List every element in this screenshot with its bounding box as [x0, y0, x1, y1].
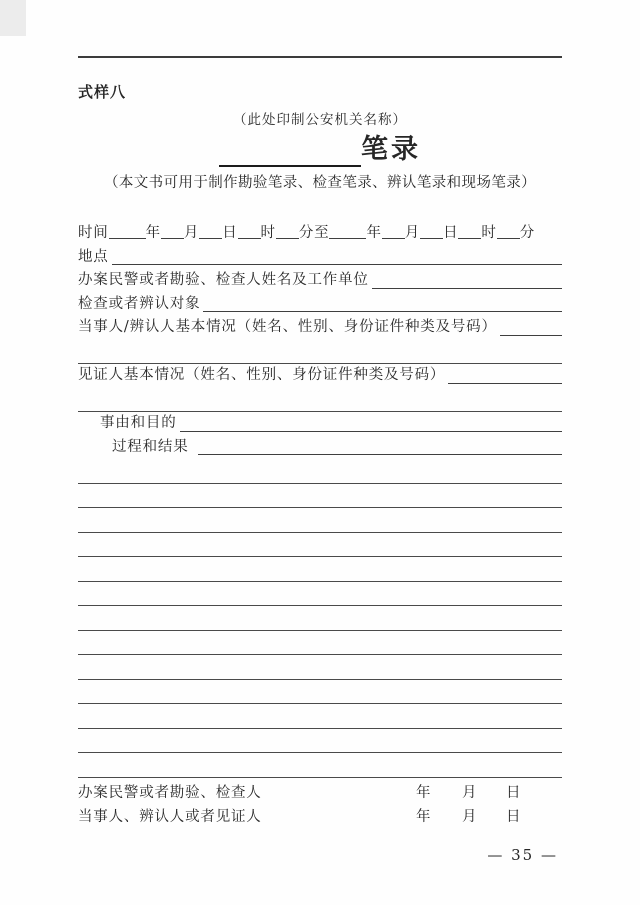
ruled-line — [78, 655, 562, 680]
reason-label: 事由和目的 — [100, 415, 177, 431]
party-signature-label: 当事人、辨认人或者见证人 — [78, 809, 262, 825]
party-blank-line — [500, 335, 562, 336]
signature-row-officer — [78, 781, 562, 806]
ruled-line — [78, 704, 562, 729]
time-end-minute-blank — [497, 226, 520, 239]
unit-day: 日 — [443, 225, 459, 241]
witness-label: 见证人基本情况（姓名、性别、身份证件种类及号码） — [78, 367, 446, 383]
form-code: 式样八 — [78, 83, 127, 101]
time-start-hour-blank — [238, 226, 261, 239]
object-blank-line — [203, 311, 562, 312]
reason-field-row — [78, 412, 562, 436]
ruled-line — [78, 753, 562, 778]
process-blank-line — [198, 454, 563, 455]
unit-minute: 分 — [298, 225, 315, 241]
org-name-placeholder: （此处印制公安机关名称） — [233, 112, 407, 128]
signature-block — [78, 781, 562, 830]
date-unit-year: 年 — [416, 784, 432, 801]
party-field-row — [78, 316, 562, 340]
time-end-year-blank — [329, 226, 366, 239]
document-title: 笔录 — [361, 134, 421, 165]
object-field-row — [78, 293, 562, 317]
time-end-hour-blank — [458, 226, 481, 239]
officer-signature-label: 办案民警或者勘验、检查人 — [78, 784, 262, 801]
time-start-year-blank — [109, 226, 146, 239]
location-label: 地点 — [78, 248, 109, 265]
ruled-line — [78, 484, 562, 509]
ruled-line — [78, 631, 562, 656]
title-row — [78, 132, 562, 168]
time-label: 时间 — [78, 225, 109, 241]
unit-hour: 时 — [481, 225, 497, 241]
ruled-line — [78, 533, 562, 558]
unit-month: 月 — [183, 225, 200, 241]
page-number: — 35 — — [487, 845, 558, 864]
witness-continuation-line — [78, 388, 562, 413]
ruled-line — [78, 459, 562, 484]
date-unit-day: 日 — [506, 784, 522, 801]
officer-label: 办案民警或者勘验、检查人姓名及工作单位 — [78, 272, 369, 288]
date-unit-year: 年 — [416, 809, 432, 825]
unit-day: 日 — [222, 225, 238, 241]
unit-minute: 分 — [519, 225, 536, 241]
date-unit-month: 月 — [462, 784, 478, 801]
time-field-row — [78, 222, 562, 246]
object-label: 检查或者辨认对象 — [78, 295, 201, 312]
ruled-line — [78, 582, 562, 607]
ruled-line — [78, 606, 562, 631]
witness-field-row — [78, 364, 562, 388]
date-unit-day: 日 — [506, 809, 522, 825]
time-end-day-blank — [420, 226, 443, 239]
reason-blank-line — [180, 431, 563, 432]
location-blank-line — [112, 264, 562, 265]
page-content — [78, 0, 562, 864]
title-blank-line — [219, 135, 361, 167]
officer-blank-line — [372, 288, 562, 289]
unit-year: 年 — [366, 225, 382, 241]
process-label: 过程和结果 — [112, 438, 189, 455]
time-to-label: 至 — [314, 225, 330, 241]
time-start-day-blank — [199, 226, 222, 239]
party-label: 当事人/辨认人基本情况（姓名、性别、身份证件种类及号码） — [78, 319, 497, 335]
ruled-line — [78, 729, 562, 754]
time-end-month-blank — [382, 226, 405, 239]
date-unit-month: 月 — [462, 809, 478, 825]
form-fields — [78, 222, 562, 459]
location-field-row — [78, 246, 562, 270]
process-field-row — [78, 436, 562, 460]
witness-blank-line — [448, 383, 562, 384]
ruled-blank-lines — [78, 459, 562, 778]
scan-artifact — [0, 0, 26, 36]
unit-year: 年 — [145, 225, 161, 241]
header-rule — [78, 56, 562, 58]
unit-month: 月 — [404, 225, 421, 241]
usage-note: （本文书可用于制作勘验笔录、检查笔录、辨认笔录和现场笔录） — [103, 175, 537, 191]
ruled-line — [78, 508, 562, 533]
unit-hour: 时 — [260, 225, 276, 241]
time-start-minute-blank — [276, 226, 299, 239]
party-continuation-line — [78, 340, 562, 365]
ruled-line — [78, 557, 562, 582]
officer-field-row — [78, 269, 562, 293]
signature-row-party — [78, 805, 562, 830]
ruled-line — [78, 680, 562, 705]
time-start-month-blank — [161, 226, 184, 239]
